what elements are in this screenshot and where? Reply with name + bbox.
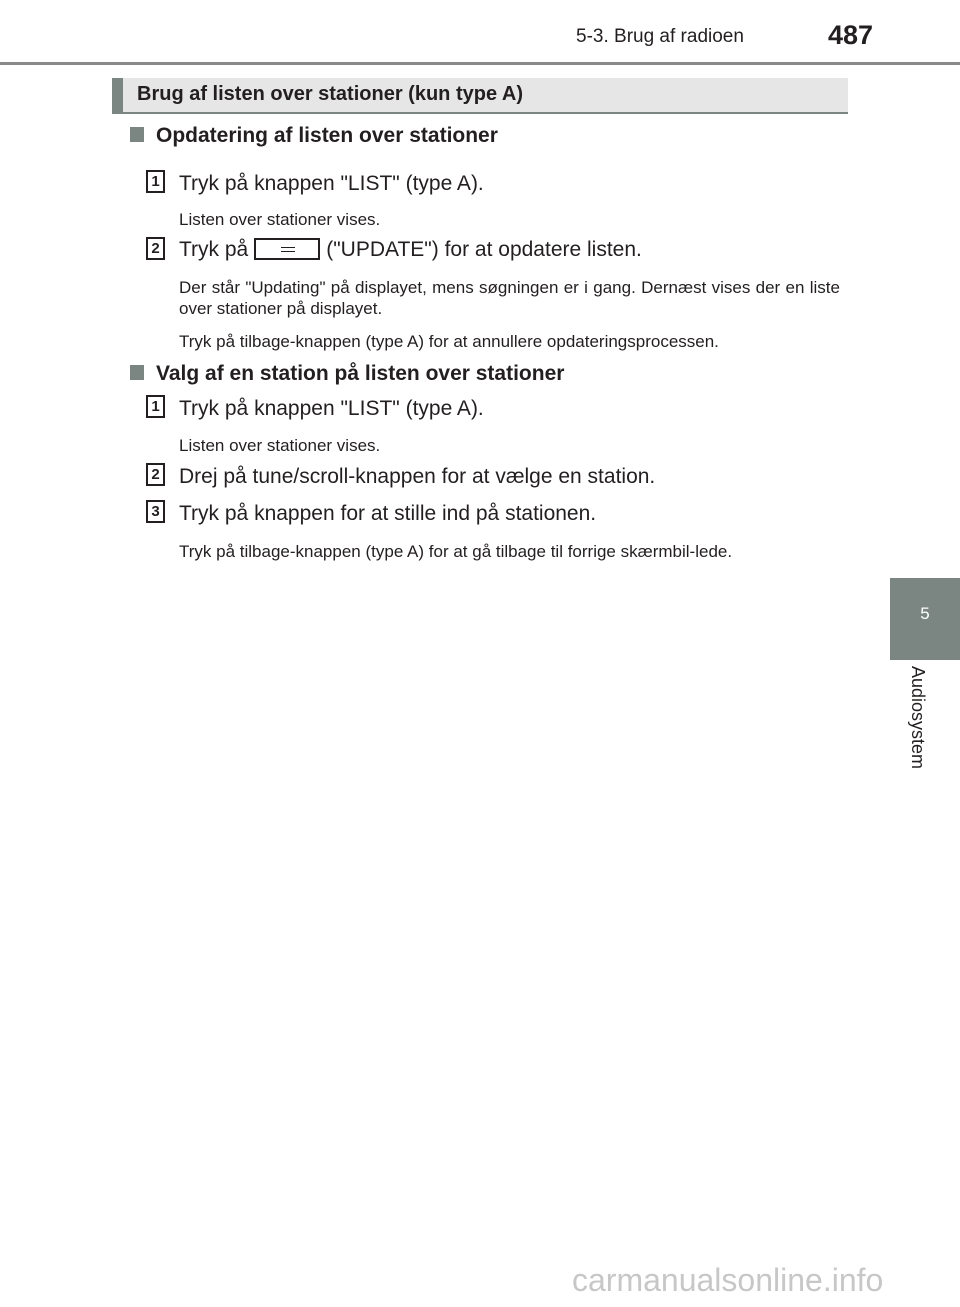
subheading-text: Opdatering af listen over stationer: [156, 124, 498, 147]
chapter-label: Audiosystem: [908, 666, 928, 770]
step-number-badge: 3: [146, 500, 165, 523]
step-text: Tryk på knappen "LIST" (type A).: [179, 397, 484, 420]
step-text: Tryk på knappen "LIST" (type A).: [179, 172, 484, 195]
step-text: Drej på tune/scroll-knappen for at vælge en station.: [179, 465, 656, 488]
step-text-before: Tryk på: [179, 238, 249, 261]
section-title: Brug af listen over stationer (kun type A): [137, 83, 523, 105]
square-bullet-icon: [130, 365, 144, 380]
step-text: Tryk på knappen for at stille ind på stationen.: [179, 502, 597, 525]
step-note: Tryk på tilbage-knappen (type A) for at gå tilbage til forrige skærmbil-lede.: [179, 542, 733, 561]
header-divider: [0, 62, 960, 65]
step-number-badge: 1: [146, 395, 165, 418]
step-number-badge: 2: [146, 463, 165, 486]
step-note: Listen over stationer vises.: [179, 436, 381, 455]
key-glyph: [281, 247, 295, 252]
step-text-after: ("UPDATE") for at opdatere listen.: [326, 238, 642, 261]
subheading-select-station: [130, 362, 564, 386]
section-title-bar: [112, 78, 848, 114]
header-section-title: 5-3. Brug af radioen: [576, 26, 744, 47]
subheading-update-list: [130, 124, 498, 148]
subheading-text: Valg af en station på listen over stationer: [156, 362, 565, 385]
step-note: Der står "Updating" på displayet, mens søgningen er i gang. Dernæst vises der en liste over stationer på displayet.: [179, 278, 840, 318]
step-number-badge: 1: [146, 170, 165, 193]
step-note: Listen over stationer vises.: [179, 210, 381, 229]
update-key-icon: [254, 238, 320, 260]
page-number: 487: [828, 20, 874, 50]
step-note: Tryk på tilbage-knappen (type A) for at annullere opdateringsprocessen.: [179, 332, 719, 351]
watermark: carmanualsonline.info: [572, 1262, 884, 1298]
square-bullet-icon: [130, 127, 144, 142]
step-number-badge: 2: [146, 237, 165, 260]
chapter-tab: 5: [890, 578, 960, 660]
step-text: [179, 238, 642, 262]
